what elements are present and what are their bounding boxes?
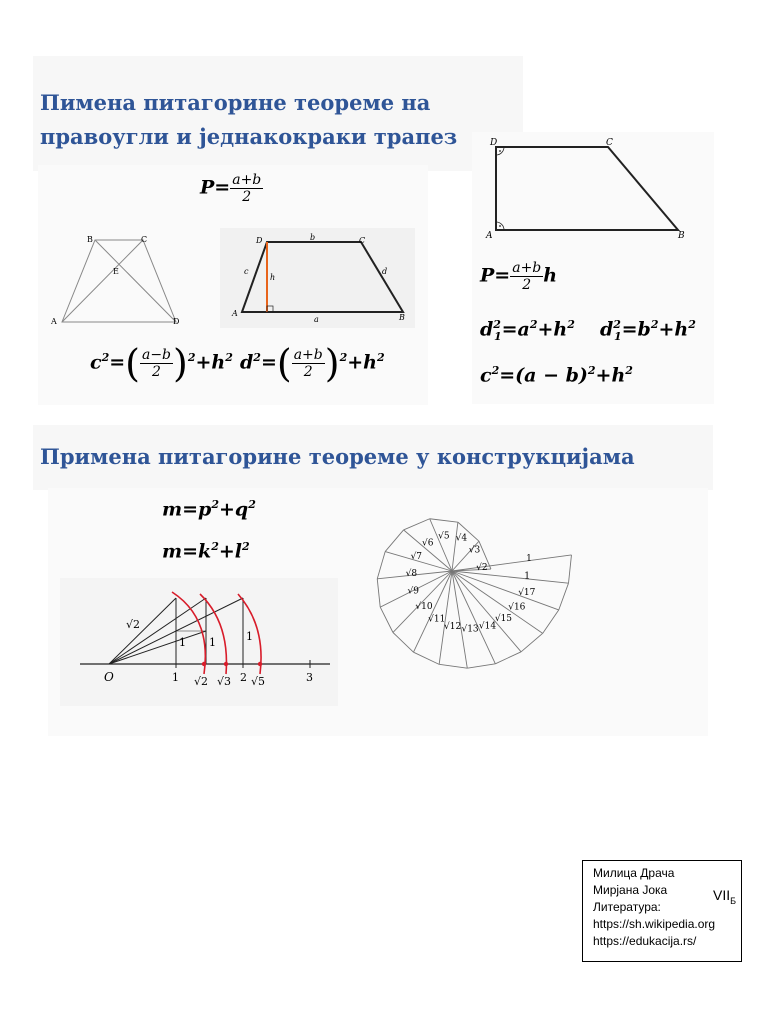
trapezoid-height-diagram: [220, 228, 415, 328]
spiral-label: √6: [421, 538, 434, 549]
spiral-outer-edge: [495, 652, 521, 664]
rt-area-equals: =: [494, 264, 511, 287]
rt-area-symbol: P: [480, 264, 495, 287]
iso-label-A: A: [51, 317, 57, 326]
iso-label-B: B: [87, 235, 93, 244]
c2-right-tail: +h: [595, 364, 626, 387]
spiral-label: √14: [478, 621, 497, 632]
spiral-label: √5: [438, 531, 450, 542]
spiral-radius: [452, 522, 458, 571]
spiral-outer-edge: [569, 555, 572, 583]
rt-label-C: C: [606, 138, 613, 148]
iso-label-E: E: [113, 267, 119, 276]
d1-a-body: =a: [501, 318, 530, 341]
rt-label-D: D: [490, 138, 498, 148]
spiral-radius: [452, 555, 571, 571]
tick-3: 3: [306, 671, 313, 684]
isosceles-trapezoid-diagram: [45, 230, 195, 330]
spiral-outer-edge: [543, 610, 559, 633]
tick-sqrt5: √5: [251, 675, 266, 688]
tick-1: 1: [172, 671, 179, 684]
spiral-outer-edge: [430, 519, 458, 522]
c2-denominator: 2: [152, 364, 161, 380]
spiral-label: 1: [526, 554, 532, 565]
trap-label-c: c: [244, 267, 249, 276]
d1-b-body: =b: [621, 318, 651, 341]
right-trap-area-formula: [480, 260, 557, 293]
grade-main: VII: [713, 887, 731, 903]
rt-label-A: A: [486, 231, 493, 241]
spiral-outer-edge: [377, 579, 380, 607]
c2-right-body: =(a − b): [499, 364, 588, 387]
tick-sqrt3: √3: [217, 675, 232, 688]
area-formula: [200, 172, 263, 205]
grade-sub: Б: [730, 895, 737, 906]
spiral-label: √12: [444, 621, 462, 632]
trap-label-A: A: [232, 309, 238, 318]
d1-a-tail: +h: [537, 318, 568, 341]
construction-leg-1a: 1: [179, 636, 186, 649]
spiral-label: √13: [461, 624, 479, 635]
credit-author2: Мирјана Јока: [593, 883, 668, 897]
m2-l: +l: [218, 540, 242, 563]
grade-label: [713, 887, 736, 906]
spiral-outer-edge: [413, 652, 439, 664]
rt-area-denominator: 2: [522, 277, 532, 293]
c2-symbol: c: [90, 351, 102, 374]
section1-title: [40, 86, 457, 154]
m1-body: =p: [182, 498, 212, 521]
section1-title-line2: правоугли и једнакокраки трапез: [40, 124, 458, 149]
spiral-radius: [452, 571, 495, 664]
trap-label-B: B: [399, 313, 405, 322]
credits-box: [582, 860, 742, 962]
trap-label-h: h: [270, 273, 276, 282]
spiral-outer-edge: [380, 607, 393, 632]
iso-label-D: D: [173, 317, 180, 326]
spiral-label: √4: [455, 533, 468, 544]
spiral-label: √9: [407, 586, 419, 597]
spiral-label: √7: [410, 551, 423, 562]
construction-leg-1c: 1: [246, 630, 253, 643]
sqrt-construction-diagram: [60, 578, 338, 706]
spiral-label: √16: [508, 602, 526, 613]
spiral-outer-edge: [393, 632, 413, 652]
section2-title: Примена питагорине теореме у конструкцијама: [40, 444, 635, 469]
construction-sqrt2-leg: √2: [126, 618, 141, 631]
area-denominator: 2: [242, 189, 252, 205]
spiral-outer-edge: [467, 664, 495, 668]
d2-denominator: 2: [303, 364, 313, 380]
iso-label-C: C: [141, 235, 148, 244]
tick-sqrt2: √2: [194, 675, 209, 688]
area-numerator: a+b: [232, 172, 262, 188]
m2-body: =k: [182, 540, 212, 563]
trap-label-D: D: [256, 236, 263, 245]
spiral-outer-edge: [377, 552, 385, 579]
d1-b-tail: +h: [658, 318, 689, 341]
spiral-label: √10: [415, 602, 433, 613]
theodorus-spiral-diagram: [340, 488, 590, 703]
spiral-label: √8: [405, 568, 418, 579]
d1-formula-b: $d^2_1=b^2+h^2$: [600, 318, 696, 344]
d2-symbol: d: [240, 351, 254, 374]
spiral-outer-edge: [439, 664, 467, 668]
trap-label-b: b: [310, 233, 316, 242]
spiral-label: √15: [494, 614, 513, 625]
spiral-outer-edge: [404, 519, 430, 530]
rt-label-B: B: [678, 231, 685, 241]
d1-formula-a: $d^2_1=a^2+h^2$: [480, 318, 575, 344]
spiral-label: √3: [468, 545, 481, 556]
c2-tail: +h: [195, 351, 226, 374]
m-formula-pq: $m=p^2+q^2$: [162, 498, 256, 521]
spiral-outer-edge: [385, 530, 403, 552]
m2-symbol: m: [162, 540, 183, 563]
right-trapezoid-diagram: [482, 134, 702, 244]
trap-label-C: C: [359, 236, 366, 245]
m1-symbol: m: [162, 498, 183, 521]
d2-numerator: a+b: [293, 347, 323, 363]
tick-2: 2: [240, 671, 247, 684]
d2-formula: $d^2=$( $\frac{a+b}{2}$ )$^2+h^2$: [240, 341, 385, 386]
m-formula-kl: $m=k^2+l^2$: [162, 540, 250, 563]
c2-right-formula: $c^2=(a - b)^2+h^2$: [480, 364, 633, 387]
spiral-label: 1: [524, 571, 530, 582]
area-equals: =: [214, 176, 231, 199]
trap-label-d: d: [382, 267, 388, 276]
spiral-outer-edge: [521, 633, 543, 651]
spiral-label: √2: [476, 562, 488, 573]
credit-source2: https://edukacija.rs/: [593, 934, 697, 948]
c2-numerator: a−b: [141, 347, 172, 363]
m1-q: +q: [218, 498, 249, 521]
credit-author1: Милица Драча: [593, 866, 675, 880]
credit-source1: https://sh.wikipedia.org: [593, 917, 716, 931]
spiral-label: √11: [428, 614, 446, 625]
credit-literature-label: Литература:: [593, 900, 661, 914]
section1-title-line1: Пимена питагорине теореме на: [40, 90, 431, 115]
rt-area-numerator: a+b: [512, 260, 542, 276]
construction-leg-1b: 1: [209, 636, 216, 649]
area-symbol: P: [200, 176, 215, 199]
d2-tail: +h: [347, 351, 377, 374]
area-fraction: [230, 172, 263, 205]
c2-formula: $c^2=$( $\frac{a-b}{2}$ )$^2+h^2$: [90, 341, 233, 386]
construction-origin: O: [104, 670, 114, 684]
spiral-outer-edge: [559, 583, 569, 610]
rt-area-h: h: [543, 264, 558, 287]
spiral-label: √17: [518, 588, 536, 599]
trap-label-a: a: [314, 315, 319, 324]
